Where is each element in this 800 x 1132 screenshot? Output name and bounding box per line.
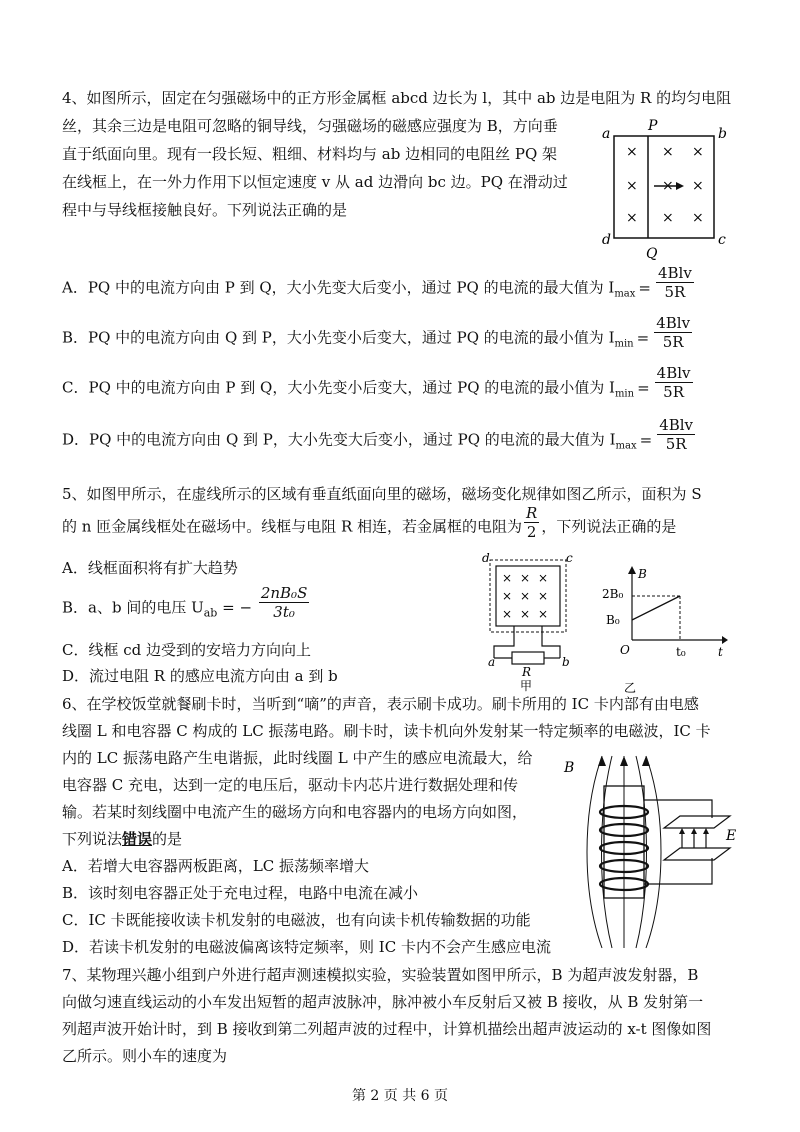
q4-label-P: P <box>648 118 658 134</box>
q5-option-a: A．线框面积将有扩大趋势 <box>62 559 238 577</box>
q5-jia-label-d: d <box>482 551 490 565</box>
q4-label-c: c <box>718 232 726 248</box>
q5-option-b: B．a、b 间的电压 $U_{ab}$ = − $\frac{\text{2nB₀S}}{\text{3t₀}}$ <box>62 584 308 621</box>
q6-line-5: 输。若某时刻线圈中电流产生的磁场方向和电容器内的电场方向如图， <box>62 803 528 821</box>
q4-line-3: 直于纸面向里。现有一段长短、粗细、材料均与 ab 边相同的电阻丝 PQ 架 <box>62 145 558 163</box>
svg-text:×: × <box>626 210 638 226</box>
q4-option-a: A．PQ 中的电流方向由 P 到 Q，大小先变大后变小，通过 PQ 的电流的最大值为 $I_{max}$ = $\frac{\text{4Blv}}{5R}$ <box>62 264 692 301</box>
q4-line-1: 4、如图所示，固定在匀强磁场中的正方形金属框 abcd 边长为 l，其中 ab 边是电阻为 R 的均匀电阻 <box>62 89 732 107</box>
q6-label-E: E <box>726 828 737 844</box>
q7-line-1: 7、某物理兴趣小组到户外进行超声测速模拟实验，实验装置如图甲所示，B 为超声波发射器，B <box>62 966 699 984</box>
q5-resistor <box>512 652 544 664</box>
svg-text:×: × <box>662 144 674 160</box>
q5-line-2: 的 n 匝金属线框处在磁场中。线框与电阻 R 相连，若金属框的电阻为 $\frac{R}{2}$ ，下列说法正确的是 <box>62 504 677 541</box>
q5-yi-caption: 乙 <box>624 681 637 695</box>
svg-text:×: × <box>538 589 549 603</box>
svg-text:×: × <box>520 607 531 621</box>
q4-line-2: 丝，其余三边是电阻可忽略的铜导线，匀强磁场的磁感应强度为 B，方向垂 <box>62 117 558 135</box>
svg-text:×: × <box>662 178 674 194</box>
q4-label-b: b <box>718 126 727 142</box>
q6-line-3: 内的 LC 振荡电路产生电谐振，此时线圈 L 中产生的感应电流最大，给 <box>62 749 533 767</box>
q6-emphasis-wrong: 错误 <box>122 830 153 848</box>
q5-yi-label-O: O <box>620 643 630 657</box>
q5-jia-label-a: a <box>488 655 496 669</box>
q6-line-2: 线圈 L 和电容器 C 构成的 LC 振荡电路。刷卡时，读卡机向外发射某一特定频率的电磁波，IC 卡 <box>62 722 711 740</box>
q6-line-4: 电容器 C 充电，达到一定的电压后，驱动卡内芯片进行数据处理和传 <box>62 776 519 794</box>
q6-capacitor-bottom <box>664 848 730 860</box>
q4-option-d: D．PQ 中的电流方向由 Q 到 P，大小先变大后变小，通过 PQ 的电流的最大值为 $I_{max}$ = $\frac{\text{4Blv}}{5R}$ <box>62 416 694 453</box>
q5-yi-label-B: B <box>638 567 647 581</box>
svg-text:×: × <box>502 589 513 603</box>
svg-text:×: × <box>662 210 674 226</box>
q7-line-3: 列超声波开始计时，到 B 接收到第二列超声波的过程中，计算机描绘出超声波运动的 x-t 图像如图 <box>62 1020 712 1038</box>
q6-option-c: C．IC 卡既能接收读卡机发射的电磁波，也有向读卡机传输数据的功能 <box>62 911 531 929</box>
q5-jia-caption: 甲 <box>520 679 533 693</box>
q5-jia-label-R: R <box>522 665 532 679</box>
q4-field-marks <box>626 144 704 226</box>
q6-label-B: B <box>564 760 575 776</box>
page-footer: 第 2 页 共 6 页 <box>351 1088 449 1104</box>
q6-capacitor-top <box>664 816 730 828</box>
svg-text:×: × <box>502 571 513 585</box>
svg-text:×: × <box>538 571 549 585</box>
q5-option-c: C．线框 cd 边受到的安培力方向向上 <box>62 641 312 659</box>
q7-line-2: 向做匀速直线运动的小车发出短暂的超声波脉冲，脉冲被小车反射后又被 B 接收，从 B 发射第一 <box>62 993 704 1011</box>
svg-text:×: × <box>502 607 513 621</box>
q7-line-4: 乙所示。则小车的速度为 <box>62 1047 228 1065</box>
q4-label-a: a <box>602 126 611 142</box>
q4-figure <box>596 110 736 262</box>
q4-option-c: C．PQ 中的电流方向由 P 到 Q，大小先变小后变大，通过 PQ 的电流的最小值为 $I_{min}$ = $\frac{\text{4Blv}}{5R}$ <box>62 364 691 401</box>
q5-jia-label-c: c <box>566 551 573 565</box>
q5-yi-tick-B0: B₀ <box>606 613 620 627</box>
q4-line-4: 在线框上，在一外力作用下以恒定速度 v 从 ad 边滑向 bc 边。PQ 在滑动过 <box>62 173 568 191</box>
q6-line-1: 6、在学校饭堂就餐刷卡时，当听到“嘀”的声音，表示刷卡成功。刷卡所用的 IC 卡内部有由电感 <box>62 695 699 713</box>
svg-text:×: × <box>692 178 704 194</box>
q5-jia-field-marks <box>502 571 548 621</box>
q6-figure <box>562 752 742 952</box>
svg-text:×: × <box>626 178 638 194</box>
q5-line-1: 5、如图甲所示，在虚线所示的区域有垂直纸面向里的磁场，磁场变化规律如图乙所示，面积为 S <box>62 485 702 503</box>
q5-yi-label-t: t <box>718 645 723 659</box>
svg-text:×: × <box>626 144 638 160</box>
q5-yi-tick-t0: t₀ <box>676 645 686 659</box>
q5-yi-tick-2B0: 2B₀ <box>602 587 624 601</box>
q4-label-d: d <box>602 232 611 248</box>
svg-text:×: × <box>692 144 704 160</box>
svg-text:×: × <box>520 571 531 585</box>
q6-option-d: D．若读卡机发射的电磁波偏离该特定频率，则 IC 卡内不会产生感应电流 <box>62 938 551 956</box>
q4-option-b: B．PQ 中的电流方向由 Q 到 P，大小先变小后变大，通过 PQ 的电流的最小值为 $I_{min}$ = $\frac{\text{4Blv}}{5R}$ <box>62 314 691 351</box>
q5-yi-B-line <box>632 596 680 620</box>
q6-option-a: A．若增大电容器两板距离，LC 振荡频率增大 <box>62 857 370 875</box>
q6-option-b: B．该时刻电容器正处于充电过程，电路中电流在减小 <box>62 884 419 902</box>
q4-line-5: 程中与导线框接触良好。下列说法正确的是 <box>62 201 348 219</box>
svg-text:×: × <box>692 210 704 226</box>
q4-label-Q: Q <box>646 246 658 262</box>
q5-option-d: D．流过电阻 R 的感应电流方向由 a 到 b <box>62 667 338 685</box>
svg-text:×: × <box>520 589 531 603</box>
q5-jia-label-b: b <box>562 655 570 669</box>
svg-text:×: × <box>538 607 549 621</box>
q5-figure-yi <box>598 566 728 696</box>
q6-line-6: 下列说法错误的是 <box>62 830 183 848</box>
q5-figure-jia <box>478 550 578 693</box>
